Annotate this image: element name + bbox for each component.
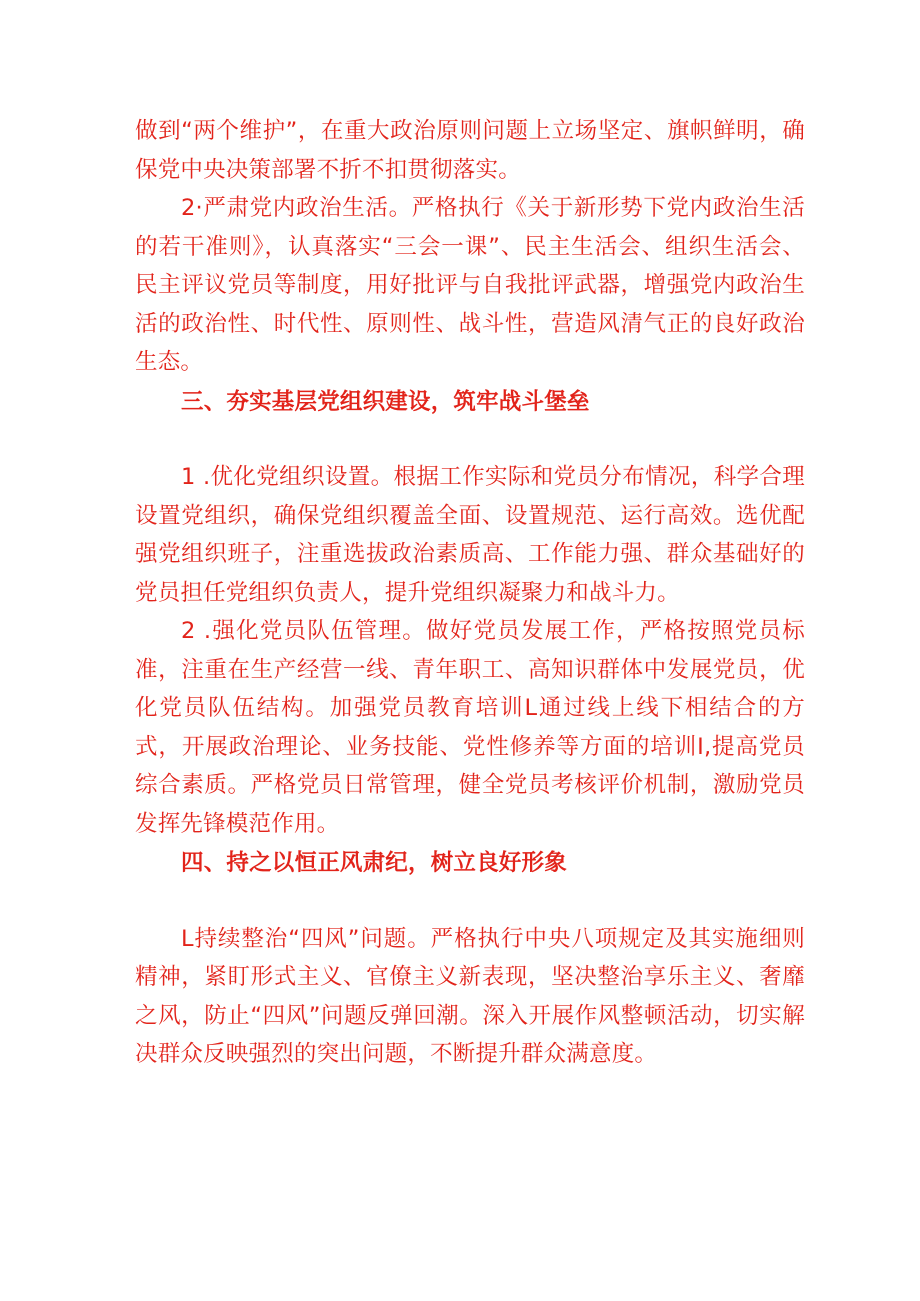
paragraph-two-safeguards: 做到“两个维护”，在重大政治原则问题上立场坚定、旗帜鲜明，确保党中央决策部署不折不扣贯彻落实。 <box>135 118 805 183</box>
section-heading-4: 四、持之以恒正风肃纪，树立良好形象 <box>181 850 567 876</box>
paragraph-four-winds: L持续整治“四风”问题。严格执行中央八项规定及其实施细则精神，紧盯形式主义、官僚主义新表现，坚决整治享乐主义、奢靡之风，防止“四风”问题反弹回潮。深入开展作风整顿活动，切实解决群众反映强烈的突出问题，不断提升群众满意度。 <box>135 925 805 1067</box>
document-body <box>135 112 805 1074</box>
paragraph-org-setup: 1 .优化党组织设置。根据工作实际和党员分布情况，科学合理设置党组织，确保党组织覆盖全面、设置规范、运行高效。选优配强党组织班子，注重选拔政治素质高、工作能力强、群众基础好的党员担任党组织负责人，提升党组织凝聚力和战斗力。 <box>135 464 805 606</box>
section-heading-3: 三、夯实基层党组织建设，筑牢战斗堡垒 <box>181 388 590 415</box>
paragraph-member-management: 2 .强化党员队伍管理。做好党员发展工作，严格按照党员标准，注重在生产经营一线、青年职工、高知识群体中发展党员，优化党员队伍结构。加强党员教育培训L通过线上线下相结合的方式，开展政治理论、业务技能、党性修养等方面的培训I,提高党员综合素质。严格党员日常管理，健全党员考核评价机制，激励党员发挥先锋模范作用。 <box>135 618 805 837</box>
paragraph-political-life: 2·严肃党内政治生活。严格执行《关于新形势下党内政治生活的若干准则》，认真落实“三会一课”、民主生活会、组织生活会、民主评议党员等制度，用好批评与自我批评武器，增强党内政治生活的政治性、时代性、原则性、战斗性，营造风清气正的良好政治生态。 <box>135 195 805 375</box>
